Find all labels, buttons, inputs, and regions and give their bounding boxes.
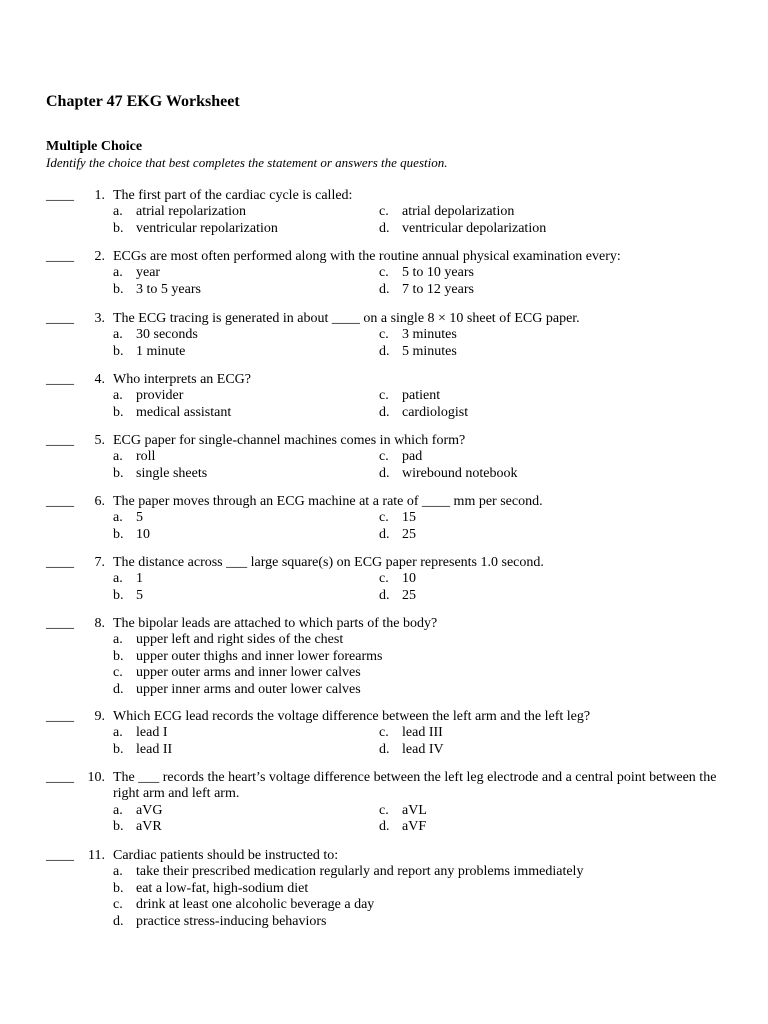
choice-text: eat a low-fat, high-sodium diet <box>136 880 309 896</box>
page-title: Chapter 47 EKG Worksheet <box>46 93 240 110</box>
choice-text: roll <box>136 449 156 465</box>
answer-blank: ____ <box>46 311 74 326</box>
choice-item <box>379 344 673 360</box>
choice-letter: a. <box>113 510 123 526</box>
question-text: ECGs are most often performed along with the routine annual physical examination every: <box>113 249 621 264</box>
choice-letter: c. <box>379 204 389 220</box>
choice-letter: c. <box>379 510 389 526</box>
choice-text: patient <box>402 388 441 404</box>
choice-text: aVG <box>136 802 163 818</box>
choice-letter: d. <box>379 343 390 359</box>
choice-letter: a. <box>113 327 123 343</box>
choice-text: 1 <box>136 571 143 587</box>
choice-letter: c. <box>379 388 389 404</box>
choice-letter: c. <box>379 571 389 587</box>
question-text: Cardiac patients should be instructed to: <box>113 848 339 863</box>
choice-text: 5 minutes <box>402 343 457 359</box>
choice-text: lead I <box>136 725 168 741</box>
choice-letter: a. <box>113 864 123 880</box>
choice-item <box>379 282 673 298</box>
choice-letter: d. <box>379 220 390 236</box>
choice-text: aVF <box>402 819 427 835</box>
question-number: 9. <box>94 709 105 724</box>
choice-letter: d. <box>379 526 390 542</box>
choice-text: take their prescribed medication regularly and report any problems immediately <box>136 864 584 880</box>
choice-item <box>379 803 673 819</box>
choice-text: 30 seconds <box>136 327 198 343</box>
choice-list <box>113 265 673 298</box>
choice-item <box>379 742 673 758</box>
question-number: 1. <box>94 188 105 203</box>
choice-letter: d. <box>379 281 390 297</box>
question-7 <box>0 555 768 604</box>
choice-text: lead II <box>136 741 173 757</box>
choice-item <box>379 588 673 604</box>
choice-item <box>113 742 379 758</box>
choice-list <box>113 204 673 237</box>
choice-letter: b. <box>113 526 124 542</box>
choice-item <box>379 405 673 421</box>
choice-letter: b. <box>113 343 124 359</box>
choice-letter: b. <box>113 741 124 757</box>
question-number: 4. <box>94 372 105 387</box>
answer-blank: ____ <box>46 372 74 387</box>
choice-text: medical assistant <box>136 404 232 420</box>
choice-item <box>379 204 673 220</box>
choice-letter: d. <box>113 681 124 697</box>
choice-item <box>113 632 673 648</box>
choice-letter: c. <box>113 897 123 913</box>
choice-item <box>379 449 673 465</box>
choice-list <box>113 327 673 360</box>
choice-text: wirebound notebook <box>402 465 518 481</box>
choice-item <box>379 819 673 835</box>
question-text: The distance across ___ large square(s) on ECG paper represents 1.0 second. <box>113 555 544 570</box>
choice-item <box>113 449 379 465</box>
choice-text: year <box>136 265 161 281</box>
choice-letter: b. <box>113 819 124 835</box>
choice-item <box>113 265 379 281</box>
choice-letter: a. <box>113 204 123 220</box>
choice-text: 10 <box>136 526 150 542</box>
choice-letter: c. <box>379 327 389 343</box>
choice-item <box>113 649 673 665</box>
choice-item <box>113 282 379 298</box>
question-8 <box>0 616 768 698</box>
choice-item <box>113 204 379 220</box>
choice-text: 7 to 12 years <box>402 281 474 297</box>
choice-item <box>113 682 673 698</box>
question-number: 5. <box>94 433 105 448</box>
choice-text: single sheets <box>136 465 208 481</box>
choice-text: 25 <box>402 526 416 542</box>
choice-item <box>113 725 379 741</box>
choice-letter: d. <box>379 819 390 835</box>
choice-text: atrial depolarization <box>402 204 515 220</box>
question-2 <box>0 249 768 298</box>
choice-letter: a. <box>113 571 123 587</box>
choice-letter: c. <box>379 449 389 465</box>
choice-letter: c. <box>379 802 389 818</box>
choice-list <box>113 510 673 543</box>
choice-item <box>113 571 379 587</box>
choice-item <box>113 914 673 930</box>
choice-text: ventricular repolarization <box>136 220 278 236</box>
choice-letter: d. <box>379 465 390 481</box>
choice-letter: a. <box>113 388 123 404</box>
choice-letter: b. <box>113 281 124 297</box>
choice-list <box>113 864 673 930</box>
choice-letter: d. <box>379 587 390 603</box>
choice-letter: b. <box>113 465 124 481</box>
question-number: 3. <box>94 311 105 326</box>
choice-text: drink at least one alcoholic beverage a day <box>136 897 375 913</box>
answer-blank: ____ <box>46 709 74 724</box>
choice-item <box>379 466 673 482</box>
instructions: Identify the choice that best completes the statement or answers the question. <box>46 155 448 170</box>
choice-letter: b. <box>113 648 124 664</box>
question-number: 7. <box>94 555 105 570</box>
choice-item <box>379 571 673 587</box>
choice-list <box>113 449 673 482</box>
choice-text: ventricular depolarization <box>402 220 547 236</box>
choice-letter: a. <box>113 265 123 281</box>
question-number: 11. <box>88 848 105 863</box>
choice-letter: c. <box>379 725 389 741</box>
question-text: ECG paper for single-channel machines comes in which form? <box>113 433 466 448</box>
choice-text: aVR <box>136 819 162 835</box>
question-text: The paper moves through an ECG machine at a rate of ____ mm per second. <box>113 494 543 509</box>
choice-item <box>113 665 673 681</box>
choice-list <box>113 571 673 604</box>
choice-text: 25 <box>402 587 416 603</box>
choice-letter: d. <box>379 741 390 757</box>
choice-item <box>379 725 673 741</box>
choice-text: upper outer arms and inner lower calves <box>136 665 361 681</box>
question-11 <box>0 848 768 930</box>
choice-text: aVL <box>402 802 427 818</box>
question-text: The ECG tracing is generated in about ____ on a single 8 × 10 sheet of ECG paper. <box>113 311 580 326</box>
choice-item <box>113 466 379 482</box>
choice-item <box>113 803 379 819</box>
answer-blank: ____ <box>46 848 74 863</box>
choice-text: lead III <box>402 725 443 741</box>
choice-item <box>113 510 379 526</box>
choice-item <box>113 405 379 421</box>
choice-text: cardiologist <box>402 404 469 420</box>
choice-letter: a. <box>113 449 123 465</box>
choice-letter: b. <box>113 587 124 603</box>
choice-text: upper inner arms and outer lower calves <box>136 681 361 697</box>
choice-text: provider <box>136 388 184 404</box>
answer-blank: ____ <box>46 616 74 631</box>
choice-text: lead IV <box>402 741 444 757</box>
answer-blank: ____ <box>46 188 74 203</box>
question-9 <box>0 709 768 758</box>
question-number: 2. <box>94 249 105 264</box>
question-4 <box>0 372 768 421</box>
question-6 <box>0 494 768 543</box>
question-number: 6. <box>94 494 105 509</box>
choice-item <box>113 388 379 404</box>
question-5 <box>0 433 768 482</box>
choice-list <box>113 388 673 421</box>
question-text: Who interprets an ECG? <box>113 372 252 387</box>
choice-item <box>113 344 379 360</box>
choice-letter: a. <box>113 725 123 741</box>
choice-text: 1 minute <box>136 343 186 359</box>
choice-item <box>113 588 379 604</box>
choice-item <box>379 388 673 404</box>
question-number: 10. <box>87 770 105 785</box>
choice-list <box>113 632 673 698</box>
choice-item <box>113 327 379 343</box>
choice-item <box>113 897 673 913</box>
answer-blank: ____ <box>46 770 74 785</box>
answer-blank: ____ <box>46 555 74 570</box>
choice-item <box>113 881 673 897</box>
choice-text: 5 <box>136 510 143 526</box>
choice-letter: d. <box>379 404 390 420</box>
choice-list <box>113 725 673 758</box>
choice-text: 10 <box>402 571 416 587</box>
section-title: Multiple Choice <box>46 139 143 154</box>
answer-blank: ____ <box>46 249 74 264</box>
choice-text: upper outer thighs and inner lower forearms <box>136 648 383 664</box>
choice-text: practice stress-inducing behaviors <box>136 913 327 929</box>
choice-text: 5 to 10 years <box>402 265 474 281</box>
choice-item <box>113 527 379 543</box>
choice-text: atrial repolarization <box>136 204 246 220</box>
question-text: The ___ records the heart’s voltage difference between the left leg electrode and a central point between the right arm and left arm. <box>113 770 717 802</box>
choice-item <box>379 221 673 237</box>
choice-item <box>379 527 673 543</box>
choice-item <box>113 864 673 880</box>
question-text: The bipolar leads are attached to which parts of the body? <box>113 616 438 631</box>
choice-text: 3 to 5 years <box>136 281 201 297</box>
question-1 <box>0 188 768 237</box>
choice-letter: b. <box>113 220 124 236</box>
choice-letter: d. <box>113 913 124 929</box>
answer-blank: ____ <box>46 433 74 448</box>
choice-letter: a. <box>113 802 123 818</box>
choice-letter: a. <box>113 632 123 648</box>
question-text: Which ECG lead records the voltage difference between the left arm and the left leg? <box>113 709 591 724</box>
question-number: 8. <box>94 616 105 631</box>
choice-item <box>379 265 673 281</box>
choice-item <box>113 221 379 237</box>
choice-list <box>113 803 673 836</box>
choice-letter: b. <box>113 880 124 896</box>
choice-letter: b. <box>113 404 124 420</box>
answer-blank: ____ <box>46 494 74 509</box>
question-10 <box>0 770 768 836</box>
choice-letter: c. <box>113 665 123 681</box>
choice-text: 3 minutes <box>402 327 457 343</box>
question-3 <box>0 311 768 360</box>
choice-text: upper left and right sides of the chest <box>136 632 344 648</box>
choice-letter: c. <box>379 265 389 281</box>
choice-text: 15 <box>402 510 416 526</box>
choice-item <box>113 819 379 835</box>
choice-item <box>379 327 673 343</box>
choice-text: 5 <box>136 587 143 603</box>
question-text: The first part of the cardiac cycle is called: <box>113 188 353 203</box>
choice-item <box>379 510 673 526</box>
choice-text: pad <box>402 449 423 465</box>
